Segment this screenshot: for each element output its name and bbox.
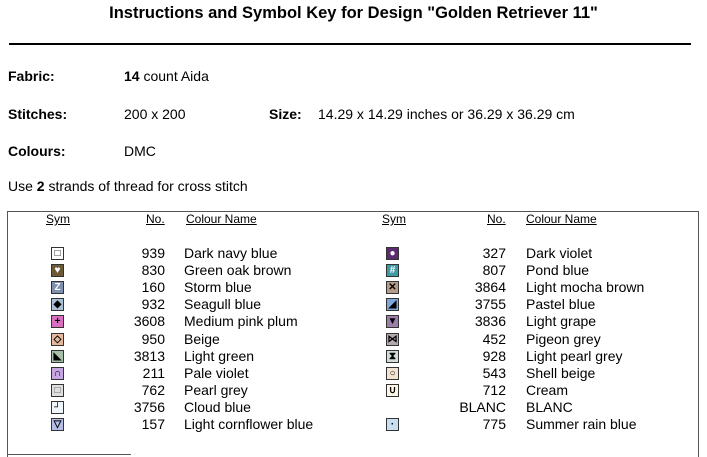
bowtie-symbol-icon: ⋈ bbox=[387, 334, 398, 345]
dmc-number: 452 bbox=[482, 331, 506, 347]
colour-name: Dark navy blue bbox=[184, 245, 278, 261]
dmc-number: 762 bbox=[141, 382, 165, 398]
circle-symbol-icon: ● bbox=[386, 247, 399, 260]
dmc-number: 3608 bbox=[133, 313, 165, 329]
colour-name: Seagull blue bbox=[184, 296, 262, 312]
diamond-outline-symbol-icon: ◇ bbox=[51, 333, 64, 346]
dmc-number: 3836 bbox=[474, 313, 506, 329]
dmc-number: 157 bbox=[141, 416, 165, 432]
fabric-label: Fabric: bbox=[8, 68, 55, 84]
dmc-number: 160 bbox=[141, 279, 165, 295]
dmc-number: 928 bbox=[482, 348, 506, 364]
fabric-value bbox=[124, 68, 209, 84]
colour-name: Light cornflower blue bbox=[184, 416, 314, 432]
note-strands: 2 bbox=[36, 178, 45, 194]
colour-name: Pastel blue bbox=[526, 296, 596, 312]
plus-symbol-icon: + bbox=[51, 315, 64, 328]
stitches-label: Stitches: bbox=[8, 106, 68, 122]
dot-symbol-icon: · bbox=[386, 418, 399, 431]
arch-symbol-icon: ∩ bbox=[51, 367, 64, 380]
dmc-number: 3756 bbox=[133, 399, 165, 415]
size-label: Size: bbox=[269, 106, 302, 122]
letter-z-symbol-icon: Z bbox=[51, 281, 64, 294]
square-small-symbol-icon: □ bbox=[51, 384, 64, 397]
dmc-number: 211 bbox=[142, 365, 165, 381]
right-header-no: No. bbox=[487, 212, 506, 226]
fabric-type: count Aida bbox=[139, 68, 209, 84]
triangle-symbol-icon: ◢ bbox=[386, 298, 399, 311]
dmc-number: BLANC bbox=[459, 399, 506, 415]
right-header-name: Colour Name bbox=[526, 212, 597, 226]
dmc-number: 3864 bbox=[474, 279, 506, 295]
diamond-symbol-icon: ◆ bbox=[51, 298, 64, 311]
colour-name: Light grape bbox=[526, 313, 597, 329]
colour-name: Light pearl grey bbox=[526, 348, 623, 364]
size-value: 14.29 x 14.29 inches or 36.29 x 36.29 cm bbox=[318, 106, 575, 122]
note-pre: Use bbox=[8, 178, 37, 194]
hourglass-symbol-icon: ⧗ bbox=[386, 350, 399, 363]
colour-name: Dark violet bbox=[526, 245, 593, 261]
colour-name: Pigeon grey bbox=[526, 331, 601, 347]
title-rule bbox=[9, 43, 691, 45]
colour-name: Pale violet bbox=[184, 365, 249, 381]
dmc-number: 543 bbox=[482, 365, 506, 381]
left-header-name: Colour Name bbox=[186, 212, 257, 226]
colour-name: Cream bbox=[526, 382, 569, 398]
blank-symbol-icon bbox=[386, 401, 399, 414]
colour-name: BLANC bbox=[526, 399, 573, 415]
colour-name: Pond blue bbox=[526, 262, 590, 278]
colour-name: Shell beige bbox=[526, 365, 596, 381]
fabric-count: 14 bbox=[124, 68, 140, 84]
stitches-value: 200 x 200 bbox=[124, 106, 186, 122]
heart-symbol-icon: ♥ bbox=[51, 264, 64, 277]
dmc-number: 3755 bbox=[474, 296, 506, 312]
triangle-down-symbol-icon: ▽ bbox=[51, 418, 64, 431]
table-bottom-rule bbox=[7, 454, 131, 455]
cup-symbol-icon: ∪ bbox=[386, 384, 399, 397]
colour-name: Summer rain blue bbox=[526, 416, 637, 432]
colour-name: Medium pink plum bbox=[184, 313, 298, 329]
dmc-number: 775 bbox=[482, 416, 506, 432]
dmc-number: 327 bbox=[482, 245, 506, 261]
triangle-symbol-icon: ◣ bbox=[51, 350, 64, 363]
colour-name: Light green bbox=[184, 348, 255, 364]
note-post: strands of thread for cross stitch bbox=[44, 178, 248, 194]
dmc-number: 830 bbox=[141, 262, 165, 278]
colour-name: Beige bbox=[184, 331, 220, 347]
dmc-number: 950 bbox=[141, 331, 165, 347]
thread-note bbox=[8, 178, 248, 194]
dmc-number: 939 bbox=[141, 245, 165, 261]
cross-symbol-icon: ✕ bbox=[386, 281, 399, 294]
document-title: Instructions and Symbol Key for Design "Golden Retriever 11" bbox=[109, 4, 598, 22]
triangle-down-filled-symbol-icon: ▼ bbox=[387, 316, 398, 327]
colour-name: Cloud blue bbox=[184, 399, 251, 415]
left-header-no: No. bbox=[146, 212, 165, 226]
dmc-number: 807 bbox=[482, 262, 506, 278]
circle-outline-symbol-icon: ○ bbox=[386, 367, 399, 380]
colours-value: DMC bbox=[124, 143, 156, 159]
dmc-number: 712 bbox=[482, 382, 506, 398]
colour-name: Pearl grey bbox=[184, 382, 248, 398]
colour-name: Green oak brown bbox=[184, 262, 292, 278]
hash-symbol-icon: # bbox=[386, 264, 399, 277]
dmc-number: 3813 bbox=[133, 348, 165, 364]
colour-name: Light mocha brown bbox=[526, 279, 645, 295]
corner-symbol-icon: ┘ bbox=[51, 401, 64, 414]
colours-label: Colours: bbox=[8, 143, 66, 159]
colour-name: Storm blue bbox=[184, 279, 252, 295]
left-header-sym: Sym bbox=[46, 212, 70, 226]
square-outline-symbol-icon: □ bbox=[51, 247, 64, 260]
dmc-number: 932 bbox=[141, 296, 165, 312]
right-header-sym: Sym bbox=[382, 212, 406, 226]
